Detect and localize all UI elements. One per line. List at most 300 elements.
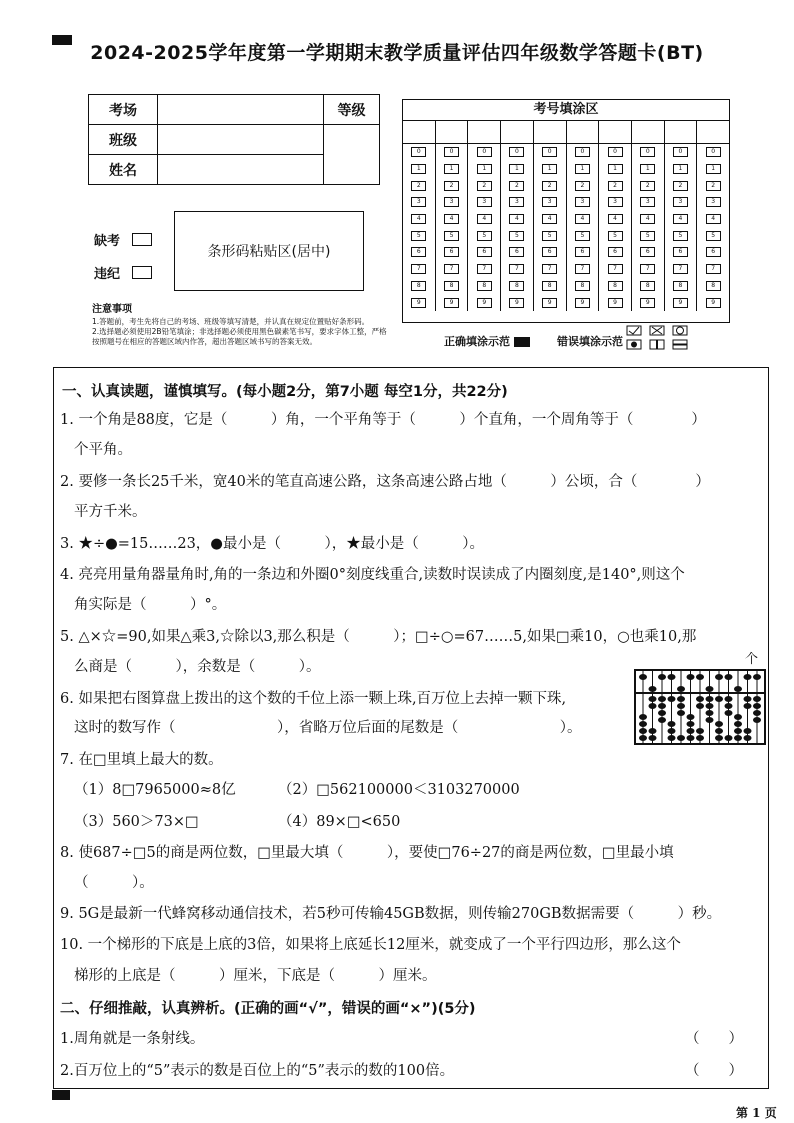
digit-bubble[interactable]: 0 bbox=[444, 147, 459, 157]
digit-bubble[interactable]: 4 bbox=[673, 214, 688, 224]
abacus-lower-bead bbox=[687, 735, 695, 741]
digit-bubble-row bbox=[436, 161, 468, 178]
class-field[interactable] bbox=[158, 125, 324, 155]
exam-number-column bbox=[534, 121, 567, 311]
digit-bubble[interactable]: 7 bbox=[411, 264, 426, 274]
abacus-lower-bead bbox=[725, 703, 733, 709]
exam-room-label: 考场 bbox=[89, 95, 158, 125]
digit-bubble-row bbox=[501, 211, 533, 228]
digit-bubble-row bbox=[697, 144, 729, 161]
digit-bubble-row bbox=[567, 211, 599, 228]
absent-label: 缺考 bbox=[94, 234, 121, 249]
abacus-lower-bead bbox=[696, 703, 704, 709]
digit-bubble[interactable]: 5 bbox=[477, 231, 492, 241]
exam-number-column bbox=[501, 121, 534, 311]
digit-bubble-row bbox=[436, 144, 468, 161]
digit-bubble[interactable]: 4 bbox=[411, 214, 426, 224]
abacus-upper-bead bbox=[725, 674, 733, 680]
digit-bubble[interactable]: 0 bbox=[640, 147, 655, 157]
digit-bubble[interactable]: 1 bbox=[542, 164, 557, 174]
wrong-legend-label: 错误填涂示范 bbox=[557, 335, 623, 348]
digit-bubble-row bbox=[501, 177, 533, 194]
abacus-lower-bead bbox=[639, 714, 647, 720]
digit-bubble[interactable]: 6 bbox=[411, 247, 426, 257]
judge-2-answer[interactable]: （ ） bbox=[685, 1063, 743, 1079]
digit-bubble[interactable]: 7 bbox=[444, 264, 459, 274]
digit-bubble[interactable]: 7 bbox=[575, 264, 590, 274]
abacus-lower-bead bbox=[753, 710, 761, 716]
abacus-lower-bead bbox=[744, 696, 752, 702]
digit-bubble-row bbox=[403, 177, 435, 194]
exam-number-column bbox=[436, 121, 469, 311]
digit-bubble-row bbox=[599, 211, 631, 228]
digit-bubble-row bbox=[599, 294, 631, 311]
digit-bubble[interactable]: 4 bbox=[542, 214, 557, 224]
digit-bubble[interactable]: 3 bbox=[575, 197, 590, 207]
abacus-lower-bead bbox=[744, 735, 752, 741]
exam-room-field[interactable] bbox=[158, 95, 324, 125]
q9: 9. 5G是最新一代蜂窝移动通信技术，若5秒可传输45GB数据，则传输270GB数据需要（ ）秒。 bbox=[60, 906, 722, 922]
exam-number-column bbox=[665, 121, 698, 311]
digit-bubble[interactable]: 5 bbox=[706, 231, 721, 241]
digit-bubble-row bbox=[501, 278, 533, 295]
page-number: 第 1 页 bbox=[736, 1106, 777, 1120]
abacus-lower-bead bbox=[649, 728, 657, 734]
digit-bubble-row bbox=[534, 278, 566, 295]
digit-bubble[interactable]: 6 bbox=[477, 247, 492, 257]
q1-line2: 个平角。 bbox=[74, 442, 132, 458]
abacus-lower-bead bbox=[753, 696, 761, 702]
exam-number-column bbox=[403, 121, 436, 311]
digit-bubble[interactable]: 9 bbox=[673, 298, 688, 308]
digit-bubble-row bbox=[436, 177, 468, 194]
q4-line1: 4. 亮亮用量角器量角时,角的一条边和外圈0°刻度线重合,读数时误读成了内圈刻度,是140°,则这个 bbox=[60, 567, 685, 583]
digit-bubble[interactable]: 2 bbox=[608, 181, 623, 191]
digit-bubble-row bbox=[534, 261, 566, 278]
digit-bubble[interactable]: 6 bbox=[575, 247, 590, 257]
exam-number-write-cell[interactable] bbox=[403, 121, 435, 144]
digit-bubble[interactable]: 1 bbox=[706, 164, 721, 174]
digit-bubble-row bbox=[403, 244, 435, 261]
digit-bubble-row bbox=[468, 161, 500, 178]
digit-bubble[interactable]: 2 bbox=[477, 181, 492, 191]
digit-bubble[interactable]: 6 bbox=[608, 247, 623, 257]
abacus-lower-bead bbox=[658, 696, 666, 702]
exam-number-write-cell[interactable] bbox=[697, 121, 729, 144]
digit-bubble[interactable]: 0 bbox=[509, 147, 524, 157]
exam-number-write-cell[interactable] bbox=[665, 121, 697, 144]
q5-line1: 5. △×☆=90,如果△乘3,☆除以3,那么积是（ ）；□÷○=67……5,如果□乘10，○也乘10,那 bbox=[60, 629, 697, 645]
digit-bubble-row bbox=[632, 161, 664, 178]
q7-part3: （3）560＞73×□ bbox=[74, 814, 199, 830]
digit-bubble-row bbox=[665, 244, 697, 261]
judge-1-answer[interactable]: （ ） bbox=[685, 1031, 743, 1047]
digit-bubble[interactable]: 7 bbox=[477, 264, 492, 274]
digit-bubble-row bbox=[665, 278, 697, 295]
q2-line2: 平方千米。 bbox=[74, 504, 147, 520]
digit-bubble-row bbox=[567, 227, 599, 244]
digit-bubble[interactable]: 7 bbox=[673, 264, 688, 274]
digit-bubble[interactable]: 8 bbox=[444, 281, 459, 291]
digit-bubble[interactable]: 4 bbox=[444, 214, 459, 224]
abacus-lower-bead bbox=[658, 717, 666, 723]
digit-bubble-row bbox=[567, 161, 599, 178]
digit-bubble[interactable]: 9 bbox=[608, 298, 623, 308]
exam-number-write-cell[interactable] bbox=[468, 121, 500, 144]
digit-bubble[interactable]: 5 bbox=[444, 231, 459, 241]
digit-bubble[interactable]: 1 bbox=[673, 164, 688, 174]
digit-bubble-row bbox=[632, 211, 664, 228]
digit-bubble-row bbox=[599, 227, 631, 244]
digit-bubble-row bbox=[534, 211, 566, 228]
digit-bubble[interactable]: 3 bbox=[444, 197, 459, 207]
abacus-lower-bead bbox=[639, 728, 647, 734]
digit-bubble[interactable]: 1 bbox=[640, 164, 655, 174]
digit-bubble[interactable]: 1 bbox=[575, 164, 590, 174]
q7-part1: （1）8□7965000≈8亿 bbox=[74, 782, 236, 798]
digit-bubble[interactable]: 2 bbox=[411, 181, 426, 191]
digit-bubble[interactable]: 2 bbox=[575, 181, 590, 191]
digit-bubble-row bbox=[468, 144, 500, 161]
digit-bubble-row bbox=[436, 278, 468, 295]
digit-bubble-row bbox=[436, 244, 468, 261]
digit-bubble[interactable]: 8 bbox=[706, 281, 721, 291]
digit-bubble-row bbox=[697, 244, 729, 261]
grade-field[interactable] bbox=[324, 125, 380, 185]
digit-bubble[interactable]: 5 bbox=[673, 231, 688, 241]
digit-bubble-row bbox=[697, 211, 729, 228]
digit-bubble[interactable]: 0 bbox=[706, 147, 721, 157]
digit-bubble[interactable]: 1 bbox=[509, 164, 524, 174]
digit-bubble[interactable]: 9 bbox=[411, 298, 426, 308]
barcode-area bbox=[174, 211, 364, 291]
abacus-lower-bead bbox=[715, 696, 723, 702]
abacus-upper-bead bbox=[687, 674, 695, 680]
exam-number-write-cell[interactable] bbox=[501, 121, 533, 144]
exam-number-write-cell[interactable] bbox=[534, 121, 566, 144]
digit-bubble-row bbox=[665, 261, 697, 278]
abacus-lower-bead bbox=[658, 710, 666, 716]
digit-bubble[interactable]: 8 bbox=[608, 281, 623, 291]
digit-bubble[interactable]: 0 bbox=[477, 147, 492, 157]
digit-bubble-row bbox=[436, 194, 468, 211]
digit-bubble[interactable]: 8 bbox=[575, 281, 590, 291]
digit-bubble[interactable]: 8 bbox=[509, 281, 524, 291]
digit-bubble[interactable]: 1 bbox=[608, 164, 623, 174]
section1-title: 一、认真读题，谨慎填写。(每小题2分，第7小题 每空1分，共22分) bbox=[62, 384, 508, 400]
digit-bubble[interactable]: 5 bbox=[509, 231, 524, 241]
q6-line1: 6. 如果把右图算盘上拨出的这个数的千位上添一颗上珠,百万位上去掉一颗下珠, bbox=[60, 691, 567, 707]
abacus-lower-bead bbox=[649, 703, 657, 709]
abacus-lower-bead bbox=[649, 735, 657, 741]
digit-bubble[interactable]: 0 bbox=[542, 147, 557, 157]
digit-bubble[interactable]: 1 bbox=[411, 164, 426, 174]
q4-line2: 角实际是（ ）°。 bbox=[74, 597, 227, 613]
exam-number-column bbox=[697, 121, 729, 311]
digit-bubble[interactable]: 7 bbox=[542, 264, 557, 274]
digit-bubble[interactable]: 4 bbox=[608, 214, 623, 224]
exam-number-write-cell[interactable] bbox=[567, 121, 599, 144]
digit-bubble-row bbox=[501, 194, 533, 211]
digit-bubble-row bbox=[632, 261, 664, 278]
info-table bbox=[88, 94, 380, 185]
q6-line2: 这时的数写作（ ），省略万位后面的尾数是（ ）。 bbox=[74, 720, 582, 736]
exam-number-title: 考号填涂区 bbox=[403, 100, 729, 121]
abacus-upper-bead bbox=[668, 674, 676, 680]
name-field[interactable] bbox=[158, 155, 324, 185]
exam-number-write-cell[interactable] bbox=[632, 121, 664, 144]
exam-number-write-cell[interactable] bbox=[599, 121, 631, 144]
digit-bubble[interactable]: 0 bbox=[411, 147, 426, 157]
digit-bubble-row bbox=[403, 211, 435, 228]
digit-bubble-row bbox=[697, 261, 729, 278]
digit-bubble[interactable]: 0 bbox=[575, 147, 590, 157]
digit-bubble[interactable]: 6 bbox=[509, 247, 524, 257]
digit-bubble[interactable]: 0 bbox=[673, 147, 688, 157]
digit-bubble-row bbox=[501, 144, 533, 161]
correct-legend-label: 正确填涂示范 bbox=[444, 335, 510, 348]
digit-bubble[interactable]: 9 bbox=[444, 298, 459, 308]
exam-number-column bbox=[632, 121, 665, 311]
q8-line2: （ ）。 bbox=[74, 875, 154, 891]
digit-bubble-row bbox=[632, 177, 664, 194]
abacus-lower-bead bbox=[725, 696, 733, 702]
digit-bubble[interactable]: 5 bbox=[542, 231, 557, 241]
digit-bubble-row bbox=[567, 177, 599, 194]
abacus-image bbox=[634, 669, 766, 745]
digit-bubble[interactable]: 2 bbox=[542, 181, 557, 191]
abacus-lower-bead bbox=[706, 703, 714, 709]
digit-bubble[interactable]: 4 bbox=[575, 214, 590, 224]
notes bbox=[92, 305, 388, 347]
exam-number-column bbox=[468, 121, 501, 311]
abacus-lower-bead bbox=[744, 728, 752, 734]
notes-title: 注意事项 bbox=[92, 304, 132, 315]
digit-bubble[interactable]: 4 bbox=[706, 214, 721, 224]
correct-legend bbox=[444, 333, 530, 349]
abacus-lower-bead bbox=[668, 735, 676, 741]
digit-bubble-row bbox=[599, 278, 631, 295]
digit-bubble-row bbox=[468, 294, 500, 311]
digit-bubble-row bbox=[501, 227, 533, 244]
judge-1: 1.周角就是一条射线。 bbox=[60, 1031, 205, 1047]
digit-bubble-row bbox=[534, 144, 566, 161]
abacus-lower-bead bbox=[706, 696, 714, 702]
digit-bubble[interactable]: 8 bbox=[542, 281, 557, 291]
digit-bubble-row bbox=[534, 177, 566, 194]
wrong-legend bbox=[557, 333, 623, 349]
digit-bubble[interactable]: 4 bbox=[509, 214, 524, 224]
abacus-lower-bead bbox=[734, 721, 742, 727]
barcode-label: 条形码粘贴区(居中) bbox=[207, 244, 331, 260]
abacus-upper-bead bbox=[649, 686, 657, 692]
abacus-lower-bead bbox=[715, 735, 723, 741]
violation-checkbox[interactable] bbox=[132, 266, 152, 279]
digit-bubble-row bbox=[468, 261, 500, 278]
abacus-lower-bead bbox=[668, 728, 676, 734]
q7-part2: （2）□562100000＜3103270000 bbox=[278, 782, 520, 798]
page-title: 2024-2025学年度第一学期期末教学质量评估四年级数学答题卡(BT) bbox=[90, 42, 704, 64]
digit-bubble[interactable]: 9 bbox=[509, 298, 524, 308]
abacus-lower-bead bbox=[734, 714, 742, 720]
abacus-lower-bead bbox=[696, 728, 704, 734]
digit-bubble-row bbox=[599, 161, 631, 178]
digit-bubble[interactable]: 9 bbox=[575, 298, 590, 308]
violation-label: 违纪 bbox=[94, 267, 121, 282]
q5-line3: 个 bbox=[745, 652, 759, 667]
digit-bubble[interactable]: 7 bbox=[706, 264, 721, 274]
abacus-lower-bead bbox=[734, 735, 742, 741]
absent-checkbox[interactable] bbox=[132, 233, 152, 246]
digit-bubble[interactable]: 2 bbox=[673, 181, 688, 191]
abacus-lower-bead bbox=[715, 721, 723, 727]
digit-bubble[interactable]: 9 bbox=[477, 298, 492, 308]
digit-bubble-row bbox=[697, 194, 729, 211]
digit-bubble[interactable]: 8 bbox=[411, 281, 426, 291]
q8-line1: 8. 使687÷□5的商是两位数，□里最大填（ ），要使□76÷27的商是两位数，□里最小填 bbox=[60, 845, 674, 861]
digit-bubble[interactable]: 6 bbox=[706, 247, 721, 257]
digit-bubble[interactable]: 3 bbox=[542, 197, 557, 207]
digit-bubble[interactable]: 2 bbox=[640, 181, 655, 191]
digit-bubble-row bbox=[599, 244, 631, 261]
q2-line1: 2. 要修一条长25千米，宽40米的笔直高速公路，这条高速公路占地（ ）公顷，合（ ） bbox=[60, 474, 710, 490]
digit-bubble[interactable]: 3 bbox=[477, 197, 492, 207]
grade-label: 等级 bbox=[324, 95, 380, 125]
digit-bubble[interactable]: 0 bbox=[608, 147, 623, 157]
abacus-lower-bead bbox=[696, 696, 704, 702]
q7-part4: （4）89×□<650 bbox=[278, 814, 401, 830]
digit-bubble-row bbox=[665, 211, 697, 228]
digit-bubble-row bbox=[501, 161, 533, 178]
correct-fill-icon bbox=[514, 337, 530, 347]
digit-bubble-row bbox=[501, 294, 533, 311]
digit-bubble-row bbox=[567, 261, 599, 278]
name-label: 姓名 bbox=[89, 155, 158, 185]
digit-bubble[interactable]: 9 bbox=[542, 298, 557, 308]
digit-bubble[interactable]: 3 bbox=[509, 197, 524, 207]
abacus-upper-bead bbox=[658, 674, 666, 680]
digit-bubble[interactable]: 8 bbox=[673, 281, 688, 291]
q10-line1: 10. 一个梯形的下底是上底的3倍，如果将上底延长12厘米，就变成了一个平行四边形，那么这个 bbox=[60, 937, 681, 953]
notes-item-2: 2.选择题必须使用2B铅笔填涂；非选择题必须使用黑色碳素笔书写，要求字体工整，严格按照题号在相应的答题区域内作答，超出答题区域书写的答案无效。 bbox=[92, 327, 387, 346]
abacus-lower-bead bbox=[677, 735, 685, 741]
digit-bubble-row bbox=[632, 144, 664, 161]
abacus-lower-bead bbox=[753, 717, 761, 723]
abacus-lower-bead bbox=[668, 696, 676, 702]
digit-bubble[interactable]: 1 bbox=[444, 164, 459, 174]
digit-bubble-row bbox=[665, 227, 697, 244]
q7: 7. 在□里填上最大的数。 bbox=[60, 752, 223, 768]
abacus-lower-bead bbox=[734, 728, 742, 734]
digit-bubble[interactable]: 9 bbox=[706, 298, 721, 308]
digit-bubble[interactable]: 3 bbox=[411, 197, 426, 207]
digit-bubble[interactable]: 7 bbox=[640, 264, 655, 274]
abacus-lower-bead bbox=[687, 721, 695, 727]
digit-bubble-row bbox=[403, 161, 435, 178]
digit-bubble-row bbox=[665, 144, 697, 161]
abacus-upper-bead bbox=[677, 686, 685, 692]
digit-bubble-row bbox=[632, 194, 664, 211]
digit-bubble[interactable]: 5 bbox=[411, 231, 426, 241]
digit-bubble-row bbox=[468, 278, 500, 295]
abacus-lower-bead bbox=[649, 696, 657, 702]
digit-bubble-row bbox=[697, 294, 729, 311]
digit-bubble[interactable]: 1 bbox=[477, 164, 492, 174]
digit-bubble-row bbox=[599, 261, 631, 278]
digit-bubble-row bbox=[697, 278, 729, 295]
digit-bubble[interactable]: 8 bbox=[640, 281, 655, 291]
digit-bubble[interactable]: 6 bbox=[444, 247, 459, 257]
abacus-lower-bead bbox=[687, 728, 695, 734]
digit-bubble[interactable]: 7 bbox=[509, 264, 524, 274]
section2-title: 二、仔细推敲，认真辨析。(正确的画“√”，错误的画“×”)(5分) bbox=[60, 1001, 476, 1017]
digit-bubble-row bbox=[599, 194, 631, 211]
abacus-lower-bead bbox=[677, 710, 685, 716]
abacus-lower-bead bbox=[639, 735, 647, 741]
digit-bubble[interactable]: 5 bbox=[608, 231, 623, 241]
digit-bubble-row bbox=[534, 161, 566, 178]
exam-number-write-cell[interactable] bbox=[436, 121, 468, 144]
abacus-lower-bead bbox=[744, 703, 752, 709]
exam-number-zone bbox=[402, 99, 730, 323]
digit-bubble[interactable]: 3 bbox=[608, 197, 623, 207]
digit-bubble[interactable]: 4 bbox=[640, 214, 655, 224]
judge-2: 2.百万位上的“5”表示的数是百位上的“5”表示的数的100倍。 bbox=[60, 1063, 455, 1079]
digit-bubble-row bbox=[599, 177, 631, 194]
digit-bubble-row bbox=[534, 227, 566, 244]
digit-bubble[interactable]: 2 bbox=[706, 181, 721, 191]
digit-bubble[interactable]: 7 bbox=[608, 264, 623, 274]
abacus-lower-bead bbox=[639, 721, 647, 727]
digit-bubble[interactable]: 6 bbox=[542, 247, 557, 257]
digit-bubble[interactable]: 6 bbox=[673, 247, 688, 257]
digit-bubble-row bbox=[403, 294, 435, 311]
digit-bubble[interactable]: 3 bbox=[640, 197, 655, 207]
digit-bubble-row bbox=[599, 144, 631, 161]
digit-bubble[interactable]: 4 bbox=[477, 214, 492, 224]
digit-bubble[interactable]: 5 bbox=[640, 231, 655, 241]
digit-bubble-row bbox=[632, 227, 664, 244]
abacus-lower-bead bbox=[706, 717, 714, 723]
abacus-upper-bead bbox=[753, 674, 761, 680]
abacus-lower-bead bbox=[753, 703, 761, 709]
digit-bubble-row bbox=[534, 294, 566, 311]
digit-bubble[interactable]: 3 bbox=[673, 197, 688, 207]
digit-bubble-row bbox=[403, 261, 435, 278]
q1-line1: 1. 一个角是88度，它是（ ）角，一个平角等于（ ）个直角，一个周角等于（ ） bbox=[60, 412, 706, 428]
digit-bubble[interactable]: 8 bbox=[477, 281, 492, 291]
digit-bubble-row bbox=[403, 227, 435, 244]
digit-bubble-row bbox=[436, 211, 468, 228]
digit-bubble-row bbox=[567, 278, 599, 295]
digit-bubble-row bbox=[632, 244, 664, 261]
abacus-lower-bead bbox=[706, 710, 714, 716]
digit-bubble-row bbox=[697, 227, 729, 244]
digit-bubble[interactable]: 2 bbox=[509, 181, 524, 191]
digit-bubble[interactable]: 6 bbox=[640, 247, 655, 257]
abacus-lower-bead bbox=[725, 710, 733, 716]
digit-bubble[interactable]: 5 bbox=[575, 231, 590, 241]
q10-line2: 梯形的上底是（ ）厘米，下底是（ ）厘米。 bbox=[74, 968, 437, 984]
abacus-upper-bead bbox=[734, 686, 742, 692]
digit-bubble[interactable]: 9 bbox=[640, 298, 655, 308]
digit-bubble-row bbox=[403, 144, 435, 161]
abacus-lower-bead bbox=[687, 714, 695, 720]
digit-bubble[interactable]: 2 bbox=[444, 181, 459, 191]
digit-bubble[interactable]: 3 bbox=[706, 197, 721, 207]
wrong-fill-icons bbox=[625, 325, 691, 353]
digit-bubble-row bbox=[534, 194, 566, 211]
